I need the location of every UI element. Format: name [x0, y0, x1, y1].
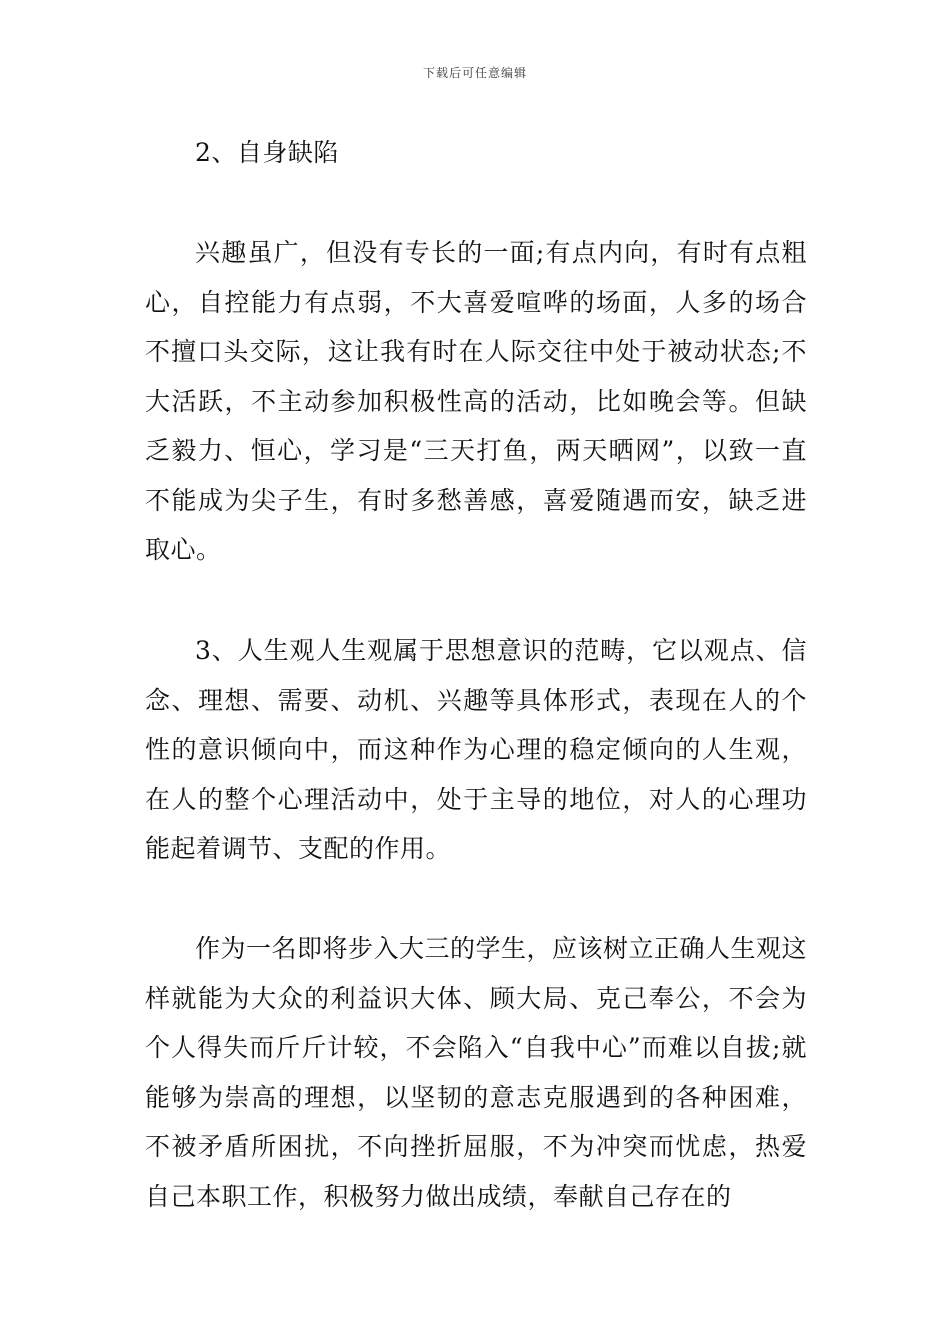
page-header-note: 下载后可任意编辑 [422, 66, 527, 80]
paragraph-shortcomings [145, 228, 807, 575]
paragraph-text: 兴趣虽广，但没有专长的一面;有点内向，有时有点粗心，自控能力有点弱，不大喜爱喧哗的场面，人多的场合不擅口头交际，这让我有时在人际交往中处于被动状态;不大活跃，不主动参加积极性高的活动，比如晚会等。但缺乏毅力、恒心，学习是“三天打鱼，两天晒网”，以致一直不能成为尖子生，有时多愁善感，喜爱随遇而安，缺乏进取心。 [145, 238, 807, 564]
section-heading [145, 128, 807, 178]
paragraph-text: 3、人生观人生观属于思想意识的范畴，它以观点、信念、理想、需要、动机、兴趣等具体形式，表现在人的个性的意识倾向中，而这种作为心理的稳定倾向的人生观，在人的整个心理活动中，处于主导的地位，对人的心理功能起着调节、支配的作用。 [145, 636, 807, 863]
heading-text: 2、自身缺陷 [195, 138, 339, 167]
paragraph-outlook-on-life [145, 626, 807, 874]
paragraph-text: 作为一名即将步入大三的学生，应该树立正确人生观这样就能为大众的利益识大体、顾大局、克己奉公，不会为个人得失而斤斤计较，不会陷入“自我中心”而难以自拔;就能够为崇高的理想，以坚韧的意志克服遇到的各种困难，不被矛盾所困扰，不向挫折屈服，不为冲突而忧虑，热爱自己本职工作，积极努力做出成绩，奉献自己存在的 [145, 934, 808, 1211]
paragraph-student-goals [145, 924, 807, 1221]
